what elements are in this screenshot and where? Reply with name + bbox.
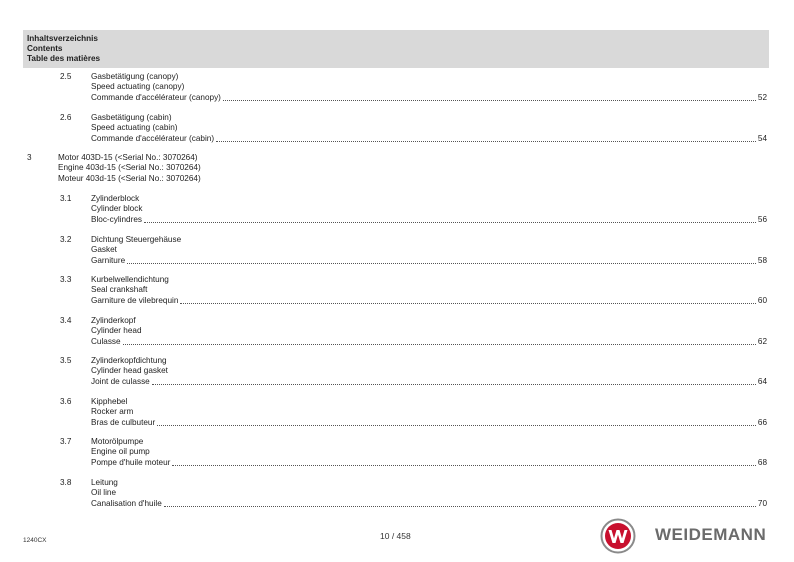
entry-title-en: Speed actuating (canopy): [91, 82, 185, 92]
entry-title-en: Rocker arm: [91, 407, 134, 417]
entry-number: 3.8: [60, 478, 72, 487]
entry-number: 3.4: [60, 316, 72, 325]
entry-title-en: Oil line: [91, 488, 117, 498]
entry-title-de: Motorölpumpe: [91, 437, 144, 446]
entry-title-de: Kurbelwellendichtung: [91, 275, 169, 284]
entry-page[interactable]: 60: [757, 295, 767, 305]
page-number: 10 / 458: [380, 531, 411, 541]
entry-page[interactable]: 66: [757, 417, 767, 427]
dot-leader: [157, 418, 756, 426]
dot-leader: [216, 134, 756, 142]
entry-title-en: Cylinder head gasket: [91, 366, 168, 376]
entry-number: 3.2: [60, 235, 72, 244]
entry-title-de: Zylinderkopfdichtung: [91, 356, 167, 365]
chapter-number: 3: [27, 153, 32, 162]
entry-title-en: Cylinder head: [91, 326, 142, 336]
entry-title-en: Engine oil pump: [91, 447, 150, 457]
entry-number: 3.5: [60, 356, 72, 365]
dot-leader: [223, 93, 756, 101]
entry-number: 3.3: [60, 275, 72, 284]
weidemann-brand: WEIDEMANN: [655, 525, 767, 544]
entry-page[interactable]: 56: [757, 214, 767, 224]
entry-title-fr: Garniture: [91, 255, 126, 265]
chapter-title-fr: Moteur 403d-15 (<Serial No.: 3070264): [58, 173, 201, 183]
dot-leader: [152, 377, 756, 385]
entry-page[interactable]: 62: [757, 336, 767, 346]
entry-page[interactable]: 58: [757, 255, 767, 265]
chapter-title-en: Engine 403d-15 (<Serial No.: 3070264): [58, 163, 201, 173]
entry-title-fr: Commande d'accélérateur (cabin): [91, 133, 215, 143]
entry-title-de: Gasbetätigung (canopy): [91, 72, 179, 81]
entry-number: 3.1: [60, 194, 72, 203]
dot-leader: [164, 499, 756, 507]
entry-title-fr: Culasse: [91, 336, 121, 346]
entry-number: 3.6: [60, 397, 72, 406]
entry-page[interactable]: 70: [757, 498, 767, 508]
dot-leader: [144, 215, 756, 223]
entry-page[interactable]: 64: [757, 376, 767, 386]
entry-title-fr: Canalisation d'huile: [91, 498, 162, 508]
entry-title-en: Gasket: [91, 245, 117, 255]
entry-title-de: Leitung: [91, 478, 118, 487]
entry-title-en: Seal crankshaft: [91, 285, 148, 295]
chapter-title-de: Motor 403D-15 (<Serial No.: 3070264): [58, 153, 198, 162]
header-title-en: Contents: [27, 44, 63, 53]
entry-title-fr: Bras de culbuteur: [91, 417, 156, 427]
dot-leader: [123, 337, 756, 345]
weidemann-w-logo-icon: [600, 518, 636, 554]
header-title-de: Inhaltsverzeichnis: [27, 34, 98, 43]
entry-page[interactable]: 54: [757, 133, 767, 143]
dot-leader: [180, 296, 756, 304]
entry-page[interactable]: 68: [757, 457, 767, 467]
entry-title-de: Dichtung Steuergehäuse: [91, 235, 182, 244]
dot-leader: [172, 458, 756, 466]
entry-title-en: Speed actuating (cabin): [91, 123, 178, 133]
entry-title-en: Cylinder block: [91, 204, 143, 214]
entry-title-fr: Commande d'accélérateur (canopy): [91, 92, 221, 102]
entry-title-de: Zylinderblock: [91, 194, 140, 203]
entry-title-fr: Bloc-cylindres: [91, 214, 142, 224]
document-code: 1240CX: [23, 537, 47, 544]
entry-number: 3.7: [60, 437, 72, 446]
entry-title-fr: Garniture de vilebrequin: [91, 295, 179, 305]
entry-title-de: Gasbetätigung (cabin): [91, 113, 172, 122]
header-title-fr: Table des matières: [27, 54, 101, 63]
entry-title-de: Kipphebel: [91, 397, 128, 406]
entry-title-de: Zylinderkopf: [91, 316, 136, 325]
entry-title-fr: Joint de culasse: [91, 376, 150, 386]
dot-leader: [127, 256, 756, 264]
entry-number: 2.5: [60, 72, 72, 81]
entry-title-fr: Pompe d'huile moteur: [91, 457, 171, 467]
entry-number: 2.6: [60, 113, 72, 122]
entry-page[interactable]: 52: [757, 92, 767, 102]
